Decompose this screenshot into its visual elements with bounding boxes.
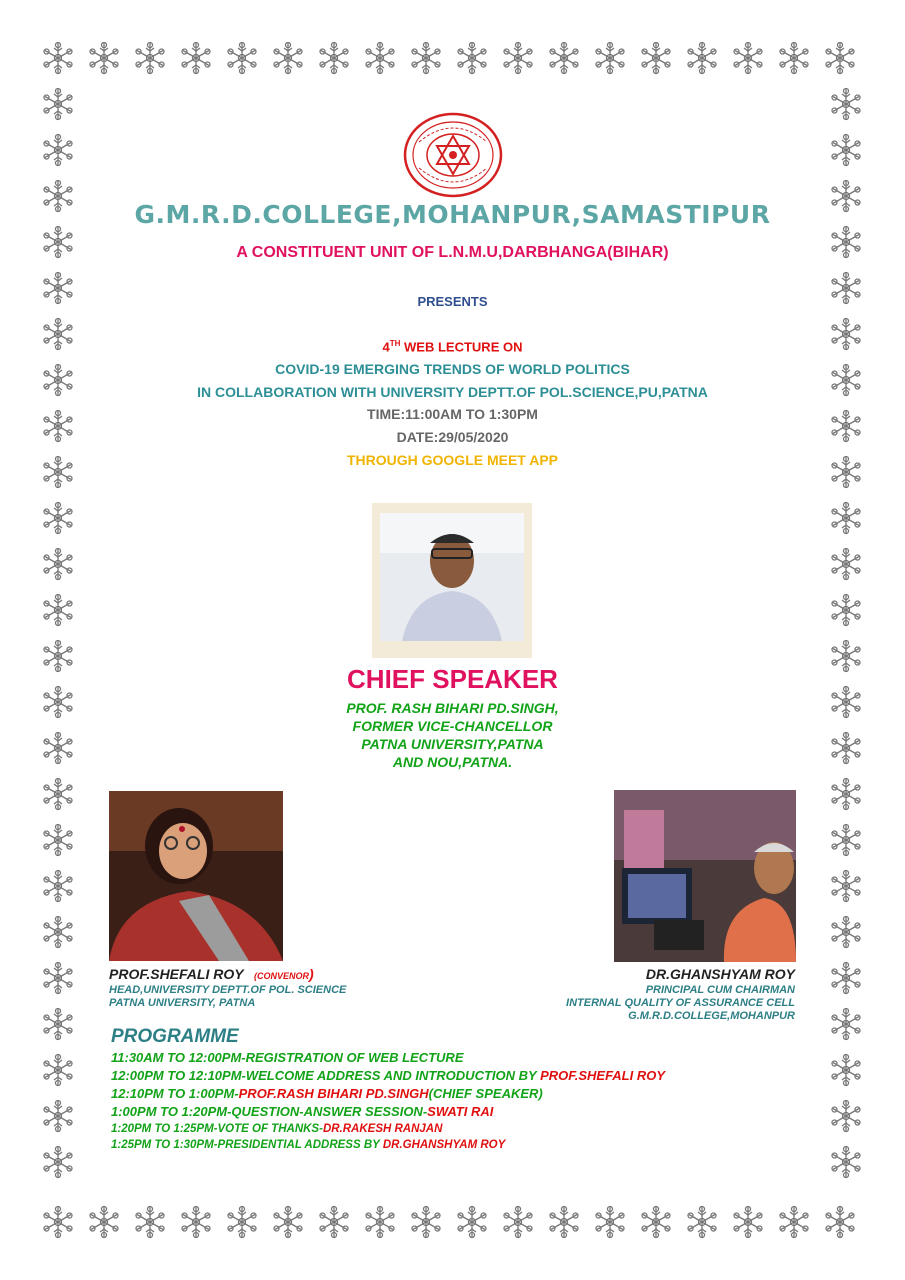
programme-item: 11:30AM TO 12:00PM-REGISTRATION OF WEB LECTURE [111, 1050, 464, 1065]
convenor-institution: PATNA UNIVERSITY, PATNA [109, 997, 256, 1009]
snowflake-icon [40, 500, 76, 536]
convenor-role-tag: (CONVENOR [254, 971, 310, 981]
snowflake-icon [408, 40, 444, 76]
snowflake-icon [546, 1204, 582, 1240]
programme-item: 1:00PM TO 1:20PM-QUESTION-ANSWER SESSION-SWATI RAI [111, 1104, 494, 1119]
snowflake-icon [500, 1204, 536, 1240]
programme-item: 1:25PM TO 1:30PM-PRESIDENTIAL ADDRESS BY DR.GHANSHYAM ROY [111, 1139, 506, 1151]
snowflake-icon [40, 132, 76, 168]
snowflake-icon [828, 86, 864, 122]
snowflake-icon [454, 1204, 490, 1240]
chairman-college: G.M.R.D.COLLEGE,MOHANPUR [628, 1010, 795, 1022]
snowflake-icon [316, 40, 352, 76]
snowflake-icon [638, 1204, 674, 1240]
chief-speaker-name: PROF. RASH BIHARI PD.SINGH, [346, 700, 559, 716]
snowflake-icon [500, 40, 536, 76]
snowflake-icon [822, 1204, 858, 1240]
snowflake-icon [362, 40, 398, 76]
snowflake-icon [828, 960, 864, 996]
chief-speaker-photo [372, 503, 532, 658]
snowflake-icon [362, 1204, 398, 1240]
snowflake-icon [828, 868, 864, 904]
snowflake-icon [86, 40, 122, 76]
programme-item: 12:00PM TO 12:10PM-WELCOME ADDRESS AND INTRODUCTION BY PROF.SHEFALI ROY [111, 1068, 666, 1083]
snowflake-icon [828, 500, 864, 536]
snowflake-icon [828, 776, 864, 812]
snowflake-icon [828, 1052, 864, 1088]
presents-label: PRESENTS [417, 294, 488, 309]
snowflake-icon [40, 914, 76, 950]
university-emblem-logo [403, 112, 503, 198]
chairman-designation: PRINCIPAL CUM CHAIRMAN [645, 984, 795, 996]
chairman-name: DR.GHANSHYAM ROY [645, 966, 795, 982]
chief-speaker-line: FORMER VICE-CHANCELLOR [352, 718, 553, 734]
event-time: TIME:11:00AM TO 1:30PM [367, 406, 538, 422]
programme-heading: PROGRAMME [111, 1026, 239, 1047]
snowflake-icon [828, 132, 864, 168]
affiliation: A CONSTITUENT UNIT OF L.N.M.U,DARBHANGA(BIHAR) [236, 244, 669, 261]
snowflake-icon [178, 40, 214, 76]
event-date: DATE:29/05/2020 [396, 429, 509, 445]
snowflake-icon [40, 1204, 76, 1240]
snowflake-icon [316, 1204, 352, 1240]
snowflake-icon [454, 40, 490, 76]
collaboration: IN COLLABORATION WITH UNIVERSITY DEPTT.OF POL.SCIENCE,PU,PATNA [197, 384, 708, 400]
convenor-role-close: ) [309, 966, 314, 982]
snowflake-icon [270, 1204, 306, 1240]
snowflake-icon [40, 1144, 76, 1180]
snowflake-icon [86, 1204, 122, 1240]
snowflake-icon [638, 40, 674, 76]
snowflake-icon [546, 40, 582, 76]
snowflake-icon [828, 1144, 864, 1180]
snowflake-icon [730, 1204, 766, 1240]
snowflake-icon [592, 1204, 628, 1240]
snowflake-icon [822, 40, 858, 76]
snowflake-icon [132, 1204, 168, 1240]
chief-speaker-line: AND NOU,PATNA. [392, 754, 513, 770]
snowflake-icon [776, 1204, 812, 1240]
snowflake-icon [40, 1098, 76, 1134]
convenor-name-line [109, 966, 314, 984]
snowflake-icon [178, 1204, 214, 1240]
programme-item: 12:10PM TO 1:00PM-PROF.RASH BIHARI PD.SINGH(CHIEF SPEAKER) [111, 1086, 543, 1101]
platform: THROUGH GOOGLE MEET APP [346, 452, 559, 468]
top-border [40, 40, 858, 76]
snowflake-icon [40, 960, 76, 996]
snowflake-icon [592, 40, 628, 76]
snowflake-icon [40, 592, 76, 628]
snowflake-icon [270, 40, 306, 76]
snowflake-icon [224, 1204, 260, 1240]
lecture-title: 4TH WEB LECTURE ON [382, 339, 523, 355]
lecture-topic: COVID-19 EMERGING TRENDS OF WORLD POLITICS [275, 361, 630, 377]
snowflake-icon [40, 776, 76, 812]
snowflake-icon [132, 40, 168, 76]
snowflake-icon [828, 592, 864, 628]
snowflake-icon [40, 822, 76, 858]
snowflake-icon [408, 1204, 444, 1240]
snowflake-icon [730, 40, 766, 76]
snowflake-icon [40, 868, 76, 904]
snowflake-icon [224, 40, 260, 76]
convenor-designation: HEAD,UNIVERSITY DEPTT.OF POL. SCIENCE [109, 984, 347, 996]
snowflake-icon [40, 40, 76, 76]
chairman-photo [614, 790, 796, 962]
snowflake-icon [684, 40, 720, 76]
convenor-photo [109, 791, 283, 961]
chief-speaker-line: PATNA UNIVERSITY,PATNA [361, 736, 544, 752]
snowflake-icon [40, 1006, 76, 1042]
programme-item: 1:20PM TO 1:25PM-VOTE OF THANKS-DR.RAKESH RANJAN [111, 1123, 443, 1135]
snowflake-icon [684, 1204, 720, 1240]
snowflake-icon [828, 914, 864, 950]
snowflake-icon [828, 1098, 864, 1134]
chief-speaker-heading: CHIEF SPEAKER [347, 664, 558, 694]
snowflake-icon [40, 1052, 76, 1088]
bottom-border [40, 1204, 858, 1240]
snowflake-icon [828, 546, 864, 582]
snowflake-icon [828, 1006, 864, 1042]
snowflake-icon [776, 40, 812, 76]
snowflake-icon [40, 546, 76, 582]
college-name: G.M.R.D.COLLEGE,MOHANPUR,SAMASTIPUR [134, 200, 771, 229]
snowflake-icon [828, 822, 864, 858]
chairman-cell: INTERNAL QUALITY OF ASSURANCE CELL [566, 997, 795, 1009]
snowflake-icon [40, 86, 76, 122]
convenor-name: PROF.SHEFALI ROY [109, 966, 244, 982]
